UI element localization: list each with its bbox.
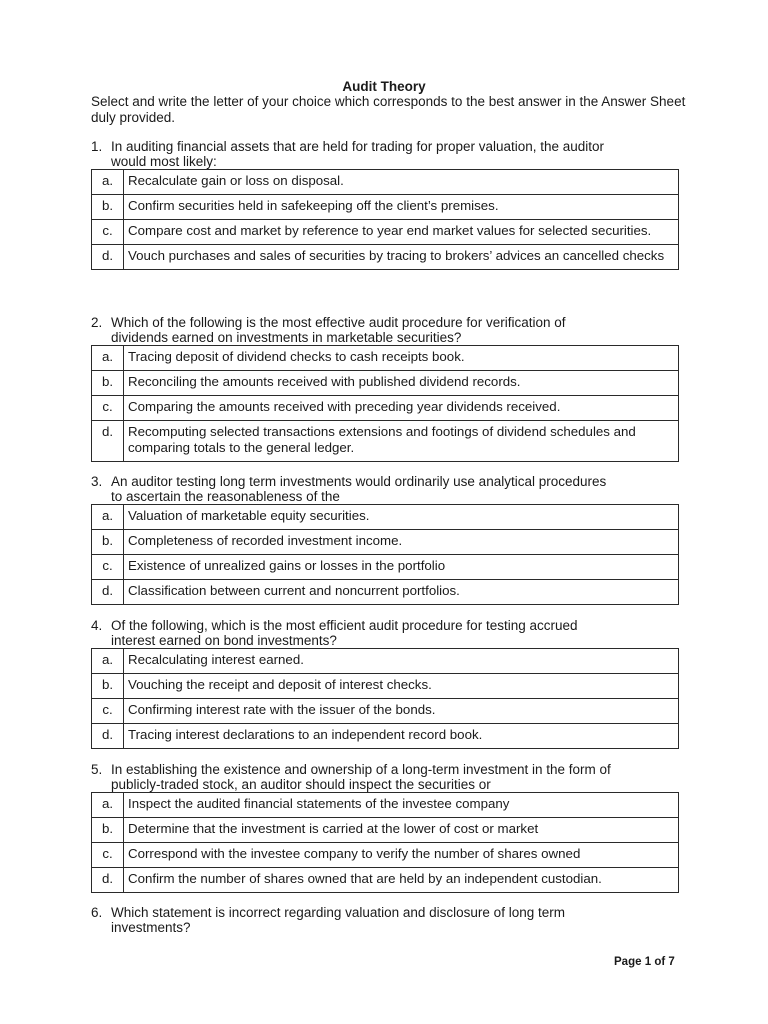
option-text: Tracing deposit of dividend checks to cash receipts book. xyxy=(124,346,679,371)
page-number-footer xyxy=(614,956,675,968)
question-number: 1. xyxy=(91,139,103,154)
option-letter: a. xyxy=(92,346,124,371)
question-line-1: In establishing the existence and ownership of a long-term investment in the form of xyxy=(111,762,611,777)
option-letter: b. xyxy=(92,818,124,843)
option-letter: a. xyxy=(92,649,124,674)
question-number: 3. xyxy=(91,474,103,489)
option-row[interactable] xyxy=(92,555,679,580)
option-row[interactable] xyxy=(92,843,679,868)
question-text xyxy=(91,905,711,920)
option-letter: a. xyxy=(92,505,124,530)
option-letter: b. xyxy=(92,530,124,555)
question-3 xyxy=(91,474,711,605)
question-text xyxy=(91,762,711,777)
question-number: 5. xyxy=(91,762,103,777)
option-letter: c. xyxy=(92,843,124,868)
option-row[interactable] xyxy=(92,505,679,530)
question-text xyxy=(91,618,711,633)
question-number: 2. xyxy=(91,315,103,330)
option-row[interactable] xyxy=(92,868,679,893)
option-row[interactable] xyxy=(92,793,679,818)
option-row[interactable] xyxy=(92,170,679,195)
question-1 xyxy=(91,139,711,270)
option-text: Determine that the investment is carried at the lower of cost or market xyxy=(124,818,679,843)
question-line-1: In auditing financial assets that are held for trading for proper valuation, the auditor xyxy=(111,139,605,154)
page-title: Audit Theory xyxy=(342,79,426,94)
option-letter: b. xyxy=(92,674,124,699)
option-letter: a. xyxy=(92,170,124,195)
page-label: Page xyxy=(614,956,642,968)
option-text: Recalculating interest earned. xyxy=(124,649,679,674)
option-text: Completeness of recorded investment income. xyxy=(124,530,679,555)
option-text: Recomputing selected transactions extensions and footings of dividend schedules and comparing totals to the general ledger. xyxy=(124,421,679,462)
question-number: 4. xyxy=(91,618,103,633)
question-line-2: interest earned on bond investments? xyxy=(111,633,337,648)
option-text: Recalculate gain or loss on disposal. xyxy=(124,170,679,195)
question-line-2: investments? xyxy=(111,920,191,935)
options-table xyxy=(91,792,679,893)
option-letter: d. xyxy=(92,245,124,270)
option-row[interactable] xyxy=(92,195,679,220)
option-text: Vouch purchases and sales of securities by tracing to brokers’ advices an cancelled checks xyxy=(124,245,679,270)
option-text: Confirm securities held in safekeeping off the client’s premises. xyxy=(124,195,679,220)
option-row[interactable] xyxy=(92,649,679,674)
question-text xyxy=(91,474,711,489)
option-row[interactable] xyxy=(92,818,679,843)
option-text: Classification between current and noncurrent portfolios. xyxy=(124,580,679,605)
page-of: of xyxy=(654,956,666,968)
options-table xyxy=(91,345,679,462)
question-line-2: dividends earned on investments in marketable securities? xyxy=(111,330,462,345)
question-2 xyxy=(91,315,711,462)
option-row[interactable] xyxy=(92,530,679,555)
option-text: Existence of unrealized gains or losses in the portfolio xyxy=(124,555,679,580)
question-text xyxy=(91,139,711,154)
option-row[interactable] xyxy=(92,245,679,270)
option-row[interactable] xyxy=(92,220,679,245)
page-total: 7 xyxy=(668,956,675,968)
page-current: 1 xyxy=(644,956,652,968)
question-line-1: An auditor testing long term investments would ordinarily use analytical procedures xyxy=(111,474,607,489)
option-letter: b. xyxy=(92,371,124,396)
question-line-1: Which of the following is the most effective audit procedure for verification of xyxy=(111,315,566,330)
question-number: 6. xyxy=(91,905,103,920)
option-letter: a. xyxy=(92,793,124,818)
option-letter: b. xyxy=(92,195,124,220)
option-text: Compare cost and market by reference to year end market values for selected securities. xyxy=(124,220,679,245)
option-text: Vouching the receipt and deposit of interest checks. xyxy=(124,674,679,699)
question-line-1: Of the following, which is the most efficient audit procedure for testing accrued xyxy=(111,618,578,633)
option-text: Comparing the amounts received with preceding year dividends received. xyxy=(124,396,679,421)
option-row[interactable] xyxy=(92,346,679,371)
option-letter: c. xyxy=(92,396,124,421)
question-6 xyxy=(91,905,711,935)
option-text: Confirming interest rate with the issuer of the bonds. xyxy=(124,699,679,724)
option-text: Inspect the audited financial statements of the investee company xyxy=(124,793,679,818)
question-line-2: publicly-traded stock, an auditor should inspect the securities or xyxy=(111,777,491,792)
option-letter: d. xyxy=(92,868,124,893)
option-row[interactable] xyxy=(92,396,679,421)
option-text: Tracing interest declarations to an independent record book. xyxy=(124,724,679,749)
options-table xyxy=(91,504,679,605)
option-row[interactable] xyxy=(92,699,679,724)
option-letter: c. xyxy=(92,220,124,245)
option-row[interactable] xyxy=(92,371,679,396)
option-letter: d. xyxy=(92,421,124,462)
options-table xyxy=(91,648,679,749)
option-row[interactable] xyxy=(92,421,679,462)
options-table xyxy=(91,169,679,270)
option-row[interactable] xyxy=(92,724,679,749)
option-letter: d. xyxy=(92,580,124,605)
option-text: Reconciling the amounts received with published dividend records. xyxy=(124,371,679,396)
option-row[interactable] xyxy=(92,580,679,605)
option-text: Valuation of marketable equity securities. xyxy=(124,505,679,530)
option-row[interactable] xyxy=(92,674,679,699)
question-line-2: would most likely: xyxy=(111,154,217,169)
question-text xyxy=(91,315,711,330)
option-text: Correspond with the investee company to verify the number of shares owned xyxy=(124,843,679,868)
option-letter: c. xyxy=(92,699,124,724)
question-line-2: to ascertain the reasonableness of the xyxy=(111,489,340,504)
option-text: Confirm the number of shares owned that are held by an independent custodian. xyxy=(124,868,679,893)
option-letter: c. xyxy=(92,555,124,580)
question-5 xyxy=(91,762,711,893)
instructions: Select and write the letter of your choice which corresponds to the best answer in the Answer Sheet duly provided. xyxy=(91,94,686,125)
option-letter: d. xyxy=(92,724,124,749)
question-line-1: Which statement is incorrect regarding valuation and disclosure of long term xyxy=(111,905,565,920)
question-4 xyxy=(91,618,711,749)
